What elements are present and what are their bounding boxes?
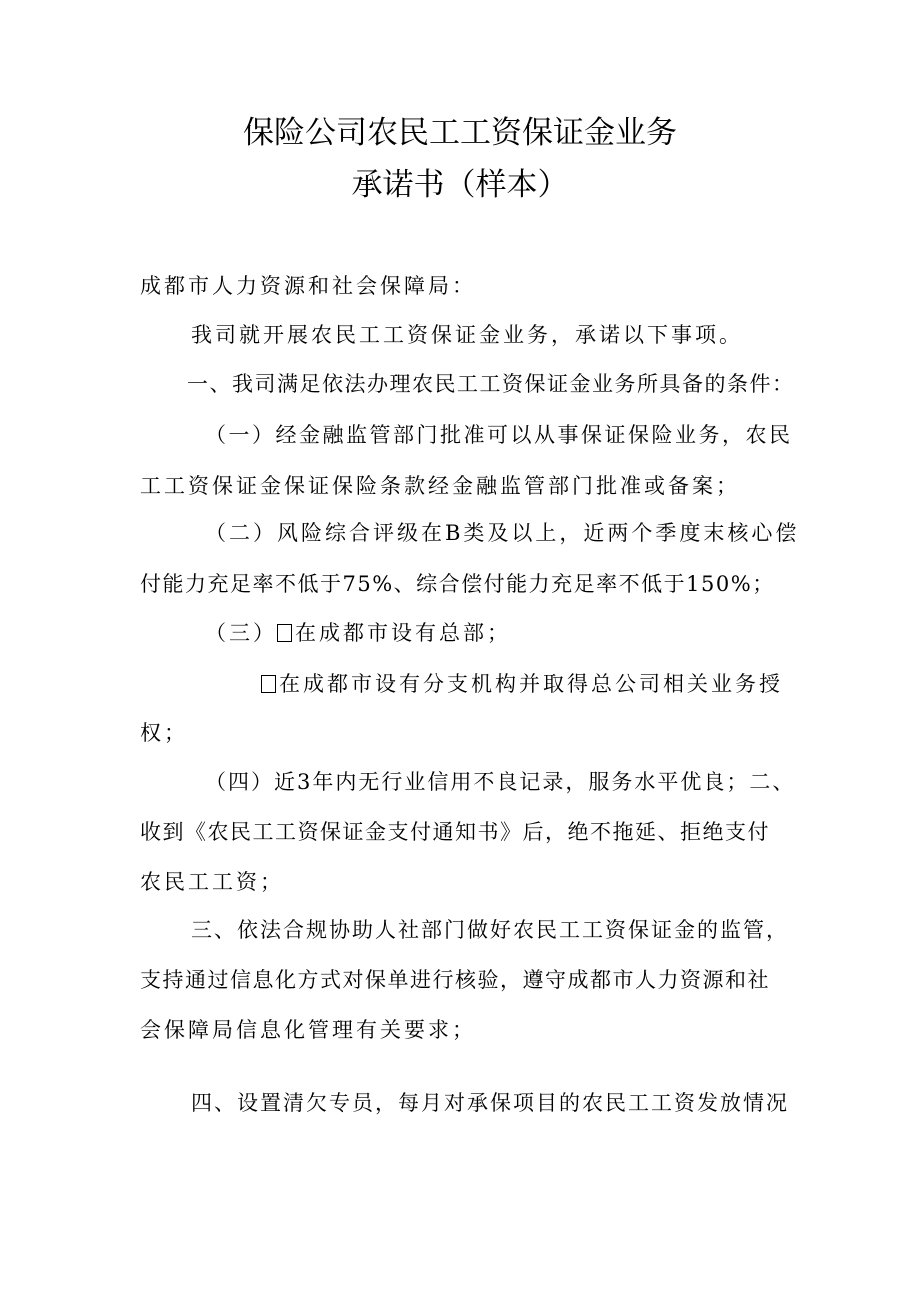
item-3-option-b-continuation: 权；	[140, 721, 188, 745]
item-1-line-1: （一）经金融监管部门批准可以从事保证保险业务，农民	[205, 423, 793, 447]
addressee: 成都市人力资源和社会保障局：	[140, 274, 476, 298]
item-4-line-3: 农民工工资；	[140, 870, 284, 894]
section-3-line-2: 支持通过信息化方式对保单进行核验，遵守成都市人力资源和社	[140, 968, 770, 992]
section-3-line-1: 三、依法合规协助人社部门做好农民工工资保证金的监管，	[191, 918, 789, 942]
section-4-line-1: 四、设置清欠专员，每月对承保项目的农民工工资发放情况	[191, 1091, 789, 1115]
item-3-option-b-label: 在成都市设有分支机构并取得总公司相关业务授	[279, 672, 783, 696]
item-3-line	[205, 623, 511, 644]
item-2-line-2: 付能力充足率不低于75%、综合偿付能力充足率不低于150%；	[140, 572, 775, 596]
intro-paragraph: 我司就开展农民工工资保证金业务，承诺以下事项。	[191, 323, 743, 347]
item-1-line-2: 工工资保证金保证保险条款经金融监管部门批准或备案；	[140, 474, 740, 498]
item-2-line-1: （二）风险综合评级在B类及以上，近两个季度末核心偿	[205, 521, 800, 545]
checkbox-headquarters[interactable]	[277, 624, 292, 642]
section-1-heading: 一、我司满足依法办理农民工工资保证金业务所具备的条件：	[187, 372, 795, 396]
section-3-line-3: 会保障局信息化管理有关要求；	[140, 1018, 476, 1042]
document-title-line-1: 保险公司农民工工资保证金业务	[243, 115, 677, 151]
item-3-option-b-line	[261, 674, 783, 695]
item-4-line-1: （四）近3年内无行业信用不良记录，服务水平优良；二、	[205, 770, 796, 794]
item-4-line-2: 收到《农民工工资保证金支付通知书》后，绝不拖延、拒绝支付	[140, 820, 770, 844]
checkbox-branch[interactable]	[261, 675, 276, 693]
document-title-line-2: 承诺书（样本）	[351, 167, 569, 203]
item-3-prefix: （三）	[205, 621, 277, 645]
item-3-option-a-label: 在成都市设有总部；	[295, 621, 511, 645]
